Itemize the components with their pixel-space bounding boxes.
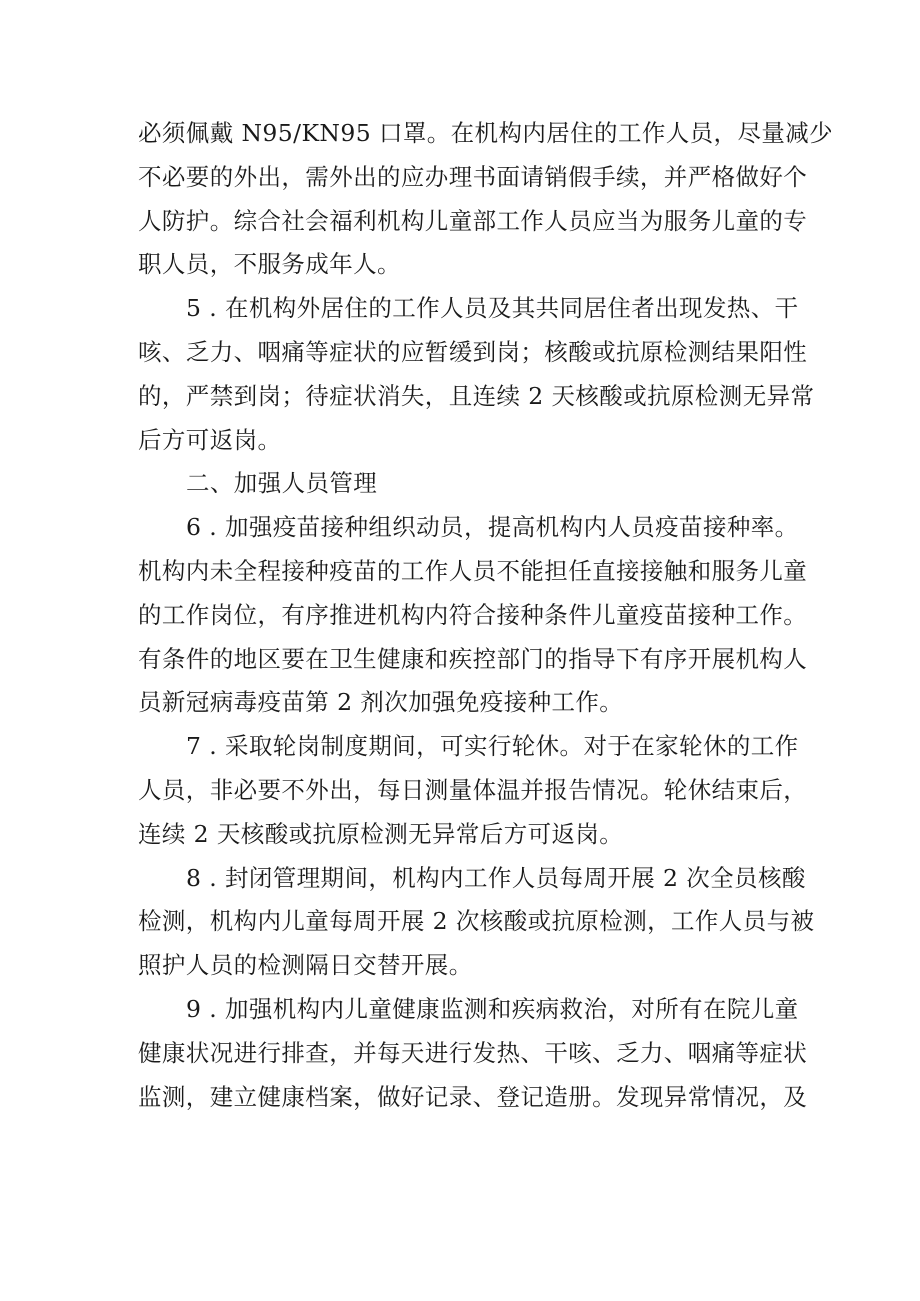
paragraph-item-7 (138, 725, 808, 856)
paragraph-item-8 (138, 857, 815, 988)
text-line: 人员，非必要不外出，每日测量体温并报告情况。轮休结束后， (138, 775, 808, 804)
text-line: 7 . 采取轮岗制度期间，可实行轮休。对于在家轮休的工作 (186, 732, 799, 761)
paragraph-item-6 (138, 506, 808, 725)
text-line: 6 . 加强疫苗接种组织动员，提高机构内人员疫苗接种率。 (186, 513, 799, 542)
text-line: 职人员，不服务成年人。 (138, 250, 401, 279)
text-line: 照护人员的检测隔日交替开展。 (138, 951, 473, 980)
text-line: 监测，建立健康档案，做好记录、登记造册。发现异常情况，及 (138, 1082, 808, 1111)
section-heading (138, 462, 790, 506)
section-title: 二、加强人员管理 (186, 469, 378, 498)
text-line: 后方可返岗。 (138, 425, 282, 454)
text-line: 人防护。综合社会福利机构儿童部工作人员应当为服务儿童的专 (138, 206, 808, 235)
text-line: 的工作岗位，有序推进机构内符合接种条件儿童疫苗接种工作。 (138, 600, 808, 629)
paragraph-item-5 (138, 287, 815, 462)
text-line: 员新冠病毒疫苗第 2 剂次加强免疫接种工作。 (138, 688, 624, 717)
paragraph-continuation (138, 112, 834, 287)
text-line: 9 . 加强机构内儿童健康监测和疾病救治，对所有在院儿童 (186, 994, 799, 1023)
text-line: 有条件的地区要在卫生健康和疾控部门的指导下有序开展机构人 (138, 644, 808, 673)
paragraph-item-9 (138, 988, 808, 1119)
text-line: 健康状况进行排查，并每天进行发热、干咳、乏力、咽痛等症状 (138, 1038, 808, 1067)
text-line: 不必要的外出，需外出的应办理书面请销假手续，并严格做好个 (138, 162, 808, 191)
text-line: 检测，机构内儿童每周开展 2 次核酸或抗原检测，工作人员与被 (138, 907, 815, 936)
text-line: 5 . 在机构外居住的工作人员及其共同居住者出现发热、干 (186, 294, 799, 323)
text-line: 机构内未全程接种疫苗的工作人员不能担任直接接触和服务儿童 (138, 556, 808, 585)
text-line: 咳、乏力、咽痛等症状的应暂缓到岗；核酸或抗原检测结果阳性 (138, 337, 808, 366)
text-line: 的，严禁到岗；待症状消失，且连续 2 天核酸或抗原检测无异常 (138, 381, 815, 410)
document-body (138, 112, 834, 1119)
text-line: 连续 2 天核酸或抗原检测无异常后方可返岗。 (138, 819, 624, 848)
text-line: 必须佩戴 N95/KN95 口罩。在机构内居住的工作人员，尽量减少 (138, 119, 834, 147)
text-line: 8 . 封闭管理期间，机构内工作人员每周开展 2 次全员核酸 (186, 863, 806, 892)
